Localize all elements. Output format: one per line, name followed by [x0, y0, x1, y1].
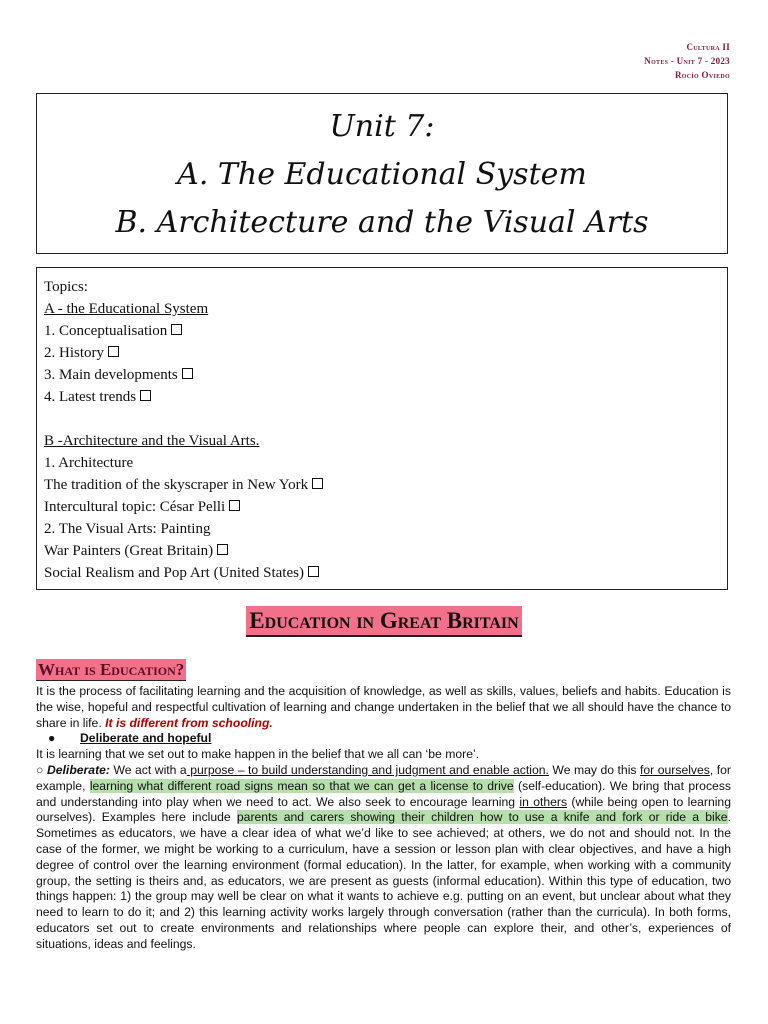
topics-section-a: A - the Educational System	[44, 301, 209, 317]
checkbox-icon[interactable]	[308, 566, 319, 577]
topics-box	[36, 267, 728, 590]
topic-item: 3. Main developments	[44, 364, 720, 386]
topic-item: 1. Architecture	[44, 455, 134, 471]
section-title: Education in Great Britain	[0, 608, 768, 634]
bullet-item	[36, 731, 731, 747]
topics-heading: Topics:	[44, 279, 88, 295]
title-box	[36, 93, 728, 254]
topic-item: Social Realism and Pop Art (United States)	[44, 562, 720, 584]
checkbox-icon[interactable]	[229, 500, 240, 511]
highlight: parents and carers showing their children how to use a knife and fork or ride a bike	[236, 810, 728, 825]
header-course: Cultura II	[686, 42, 730, 52]
checkbox-icon[interactable]	[171, 324, 182, 335]
paragraph: ○ Deliberate: We act with a purpose – to build understanding and judgment and enable action. We may do this for ourselves, for example, learning what different road signs mean so that we can get a license to drive (self-education). We bring that process and understanding into play when we need to act. We also seek to encourage learning in others (while being open to learning ourselves). Examples here include parents and carers showing their children how to use a knife and fork or ride a bike. Sometimes as educators, we have a clear idea of what we’d like to see achieved; at others, we do not and should not. In the case of the former, we might be working to a curriculum, have a session or lesson plan with clear objectives, and have a high degree of control over the learning environment (formal education). In the latter, for example, when working with a community group, the setting is theirs and, as educators, we are present as guests (informal education). Within this type of education, two things happen: 1) the group may well be clear on what it wants to achieve e.g. putting on an event, but unclear about what they need to learn to do it; and 2) this learning activity works largely through conversation (rather than the curricula). In both forms, educators set out to create environments and relationships where people can explore their, and other’s, experiences of situations, ideas and feelings.	[36, 762, 732, 951]
term-label: Deliberate:	[46, 762, 110, 777]
title-part-b: B. Architecture and the Visual Arts	[115, 205, 649, 240]
topic-item: 2. The Visual Arts: Painting	[44, 521, 211, 537]
body-text	[36, 684, 731, 953]
emphasis-text: It is different from schooling.	[105, 715, 273, 730]
topic-item: 1. Conceptualisation	[44, 320, 720, 342]
bullet-icon: ●	[48, 731, 56, 746]
header-notes: Notes - Unit 7 - 2023	[644, 56, 730, 66]
topic-item: War Painters (Great Britain)	[44, 540, 720, 562]
checkbox-icon[interactable]	[217, 544, 228, 555]
circle-bullet-icon: ○	[36, 762, 47, 777]
topic-item: Intercultural topic: César Pelli	[44, 496, 720, 518]
checkbox-icon[interactable]	[182, 368, 193, 379]
paragraph: It is the process of facilitating learning and the acquisition of knowledge, as well as skills, values, beliefs and habits. Education is the wise, hopeful and respectful cultivation of learning and change undertaken in the belief that we all should have the chance to share in life. It is different from schooling.	[36, 684, 731, 730]
topic-item: The tradition of the skyscraper in New York	[44, 474, 720, 496]
header-author: Rocío Oviedo	[674, 70, 730, 80]
title-unit: Unit 7:	[329, 109, 435, 144]
spacer	[44, 408, 720, 430]
bullet-label: Deliberate and hopeful	[80, 731, 212, 746]
checkbox-icon[interactable]	[312, 478, 323, 489]
title-part-a: A. The Educational System	[177, 157, 587, 192]
subsection-title: What is Education?	[38, 660, 185, 679]
checkbox-icon[interactable]	[140, 390, 151, 401]
header-note	[644, 40, 730, 82]
checkbox-icon[interactable]	[108, 346, 119, 357]
topic-item: 2. History	[44, 342, 720, 364]
paragraph: It is learning that we set out to make happen in the belief that we all can ‘be more’.	[36, 747, 480, 762]
topics-section-b: B -Architecture and the Visual Arts.	[44, 433, 260, 449]
topic-item: 4. Latest trends	[44, 386, 720, 408]
highlight: learning what different road signs mean so that we can get a license to drive	[89, 778, 514, 793]
